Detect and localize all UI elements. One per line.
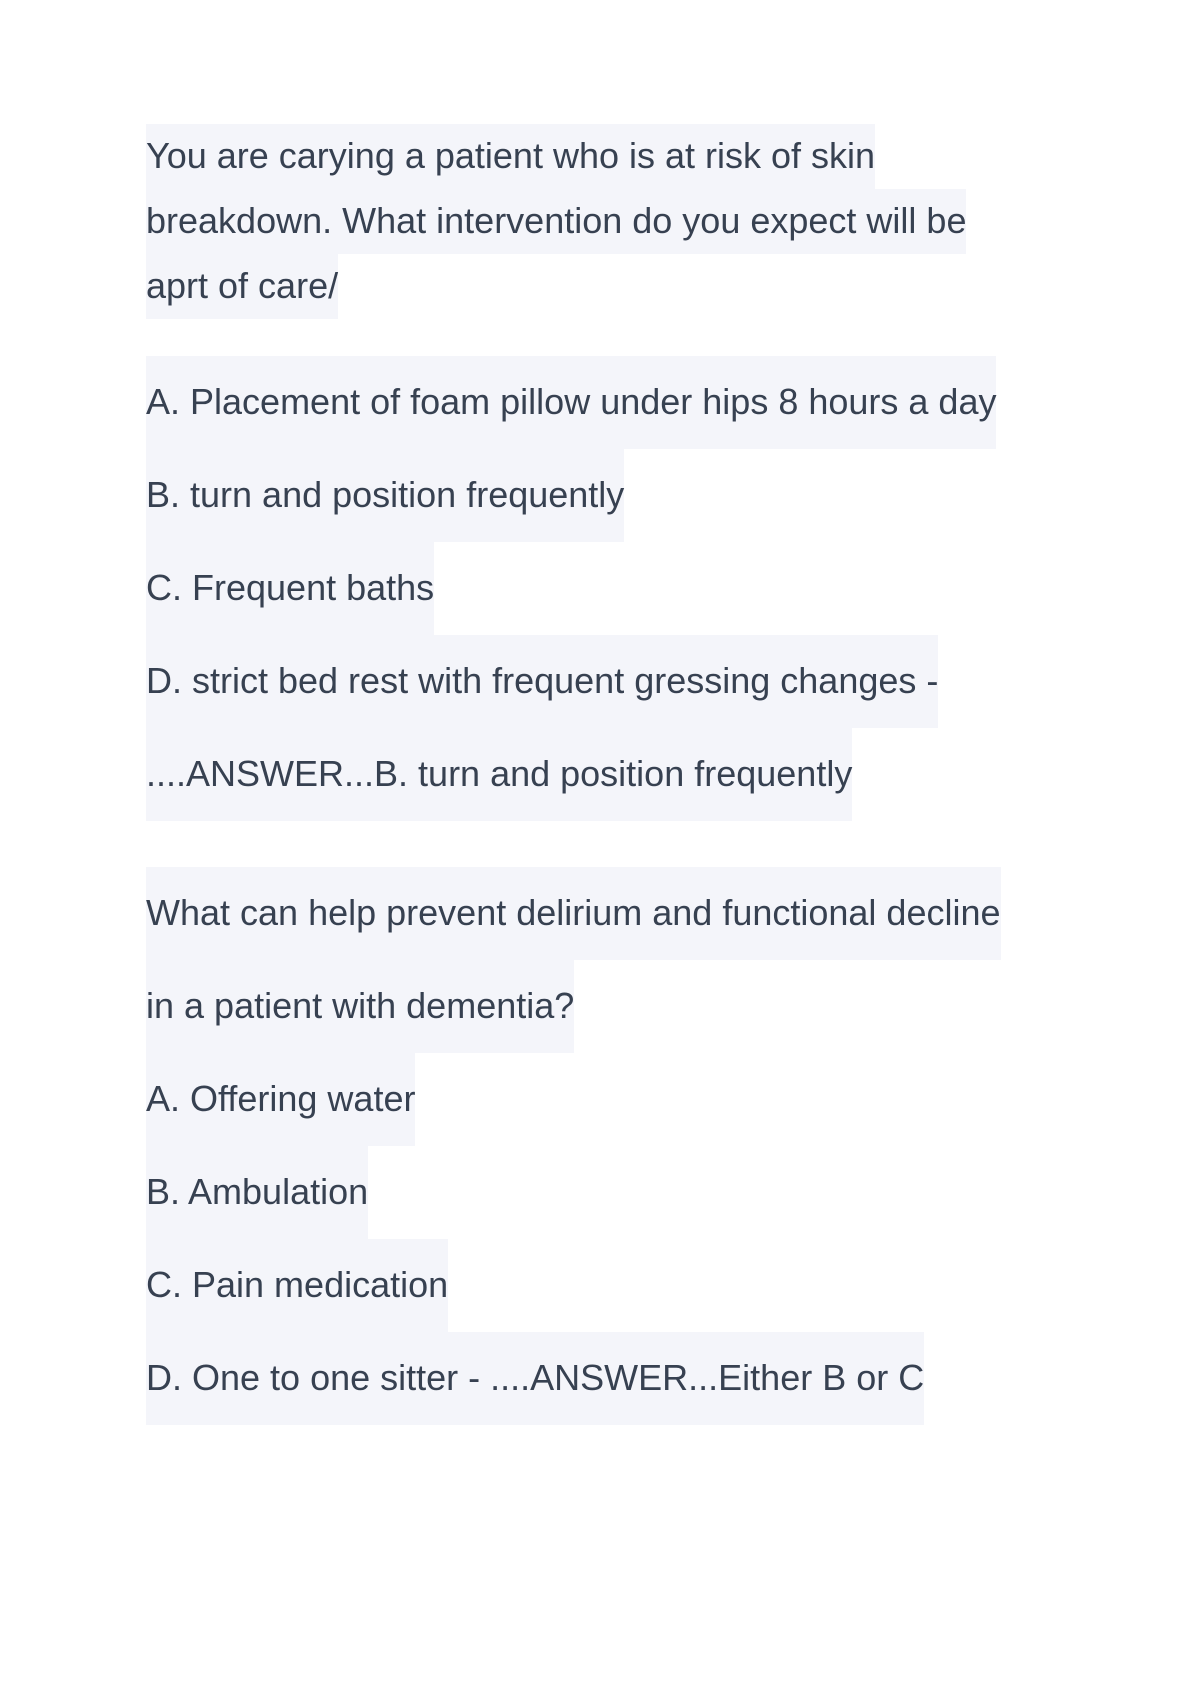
question-2-line-2: in a patient with dementia? xyxy=(146,960,574,1053)
question-2-line-1: What can help prevent delirium and functional decline xyxy=(146,867,1001,960)
question-2-option-d: D. One to one sitter - ....ANSWER...Either B or C xyxy=(146,1332,924,1425)
question-1-line-1: You are carying a patient who is at risk of skin xyxy=(146,124,875,189)
question-1-line-2: breakdown. What intervention do you expect will be xyxy=(146,189,966,254)
question-1-option-b: B. turn and position frequently xyxy=(146,449,624,542)
question-2-option-c: C. Pain medication xyxy=(146,1239,448,1332)
question-1-option-d: D. strict bed rest with frequent gressing changes - xyxy=(146,635,938,728)
question-1-answer: ....ANSWER...B. turn and position frequently xyxy=(146,728,852,821)
question-1-line-3: aprt of care/ xyxy=(146,254,338,319)
question-1-option-a: A. Placement of foam pillow under hips 8 hours a day xyxy=(146,356,996,449)
question-1-option-c: C. Frequent baths xyxy=(146,542,434,635)
question-2-option-a: A. Offering water xyxy=(146,1053,415,1146)
question-2-option-b: B. Ambulation xyxy=(146,1146,368,1239)
